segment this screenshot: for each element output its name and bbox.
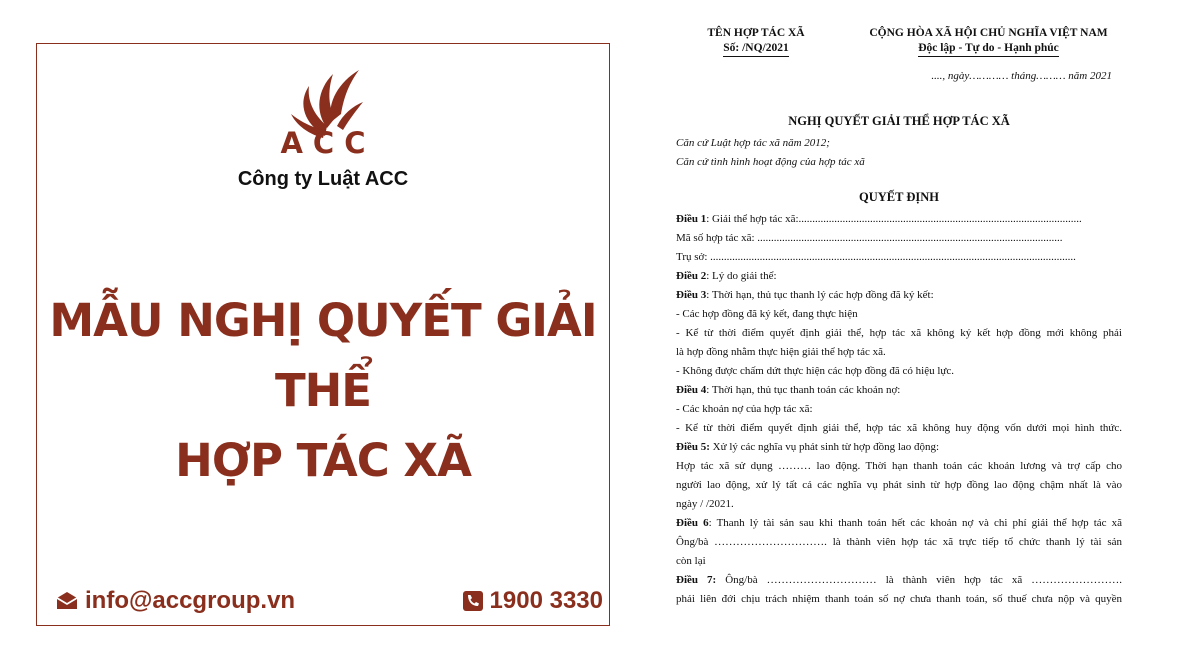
- document-body: [676, 210, 1122, 609]
- document-line: [676, 343, 1122, 362]
- date-line: ...., ngày………… tháng……… năm 2021: [931, 70, 1112, 82]
- document-line: [676, 210, 1122, 229]
- basis-line: Căn cứ Luật hợp tác xã năm 2012;: [676, 137, 830, 149]
- line-text: : Thời hạn, thủ tục thanh toán các khoản nợ:: [706, 384, 901, 396]
- document-line: [676, 324, 1122, 343]
- line-text: - Kể từ thời điểm quyết định giải thể, hợp tác xã không ký kết hợp đồng mới không phải: [676, 327, 1122, 339]
- basis-line: Căn cứ tình hình hoạt động của hợp tác xã: [676, 156, 865, 168]
- line-text: Ông/bà ………………………… là thành viên hợp tác xã …………………….: [716, 574, 1122, 586]
- line-text: - Các hợp đồng đã ký kết, đang thực hiện: [676, 308, 858, 320]
- document-line: [676, 362, 1122, 381]
- document-line: [676, 400, 1122, 419]
- line-text: - Không được chấm dứt thực hiện các hợp đồng đã có hiệu lực.: [676, 365, 955, 377]
- company-name: Công ty Luật ACC: [237, 168, 409, 190]
- email-text: info@accgroup.vn: [85, 587, 296, 614]
- document-line: [676, 438, 1122, 457]
- line-text: người lao động, xử lý tất cả các nghĩa vụ phát sinh từ hợp đồng lao động chậm nhất là vào: [676, 479, 1122, 491]
- line-text: là hợp đồng nhằm thực hiện giải thể hợp tác xã.: [676, 346, 886, 358]
- document-line: [676, 229, 1122, 248]
- line-text: : Giải thể hợp tác xã:.......................................................................................................: [706, 213, 1082, 225]
- header-right: [841, 26, 1136, 57]
- document-line: [676, 571, 1122, 590]
- legal-basis: [676, 134, 865, 172]
- document-line: [676, 267, 1122, 286]
- email-contact[interactable]: [55, 587, 295, 615]
- article-label: Điều 7:: [676, 574, 717, 586]
- document-title: NGHỊ QUYẾT GIẢI THỂ HỢP TÁC XÃ: [788, 114, 1010, 128]
- phone-text: 1900 3330: [489, 587, 603, 614]
- article-label: Điều 4: [676, 384, 707, 396]
- article-label: Điều 5:: [676, 441, 710, 453]
- line-text: : Thanh lý tài sản sau khi thanh toán hết các khoản nợ và chi phí giải thể hợp tác xã: [708, 517, 1122, 529]
- header-left: [676, 26, 836, 57]
- cover-title: [37, 286, 609, 496]
- document-line: [676, 552, 1122, 571]
- cooperative-name: TÊN HỢP TÁC XÃ: [707, 27, 805, 39]
- line-text: - Các khoản nợ của hợp tác xã:: [676, 403, 813, 415]
- line-text: : Thời hạn, thủ tục thanh lý các hợp đồng đã ký kết:: [706, 289, 934, 301]
- line-text: Xử lý các nghĩa vụ phát sinh từ hợp đồng lao động:: [709, 441, 940, 453]
- line-text: Ông/bà …………………………. là thành viên hợp tác xã trực tiếp tổ chức thanh lý tài sản: [676, 536, 1122, 548]
- document-line: [676, 286, 1122, 305]
- national-motto: Độc lập - Tự do - Hạnh phúc: [918, 41, 1059, 57]
- document-line: [676, 248, 1122, 267]
- envelope-icon: [55, 591, 79, 611]
- cover-title-line1: MẪU NGHỊ QUYẾT GIẢI THỂ: [49, 294, 597, 417]
- document-line: [676, 514, 1122, 533]
- document-line: [676, 457, 1122, 476]
- line-text: - Kể từ thời điểm quyết định giải thể, hợp tác xã không huy động vốn dưới mọi hình thức.: [676, 422, 1122, 434]
- line-text: : Lý do giải thể:: [706, 270, 777, 282]
- article-label: Điều 2: [676, 270, 707, 282]
- article-label: Điều 1: [676, 213, 707, 225]
- document-line: [676, 590, 1122, 609]
- document-number: Số: /NQ/2021: [723, 41, 789, 57]
- document-line: [676, 495, 1122, 514]
- phone-icon: [462, 590, 484, 612]
- document-line: [676, 533, 1122, 552]
- logo-text: ACC: [280, 126, 376, 160]
- document-line: [676, 305, 1122, 324]
- document-line: [676, 476, 1122, 495]
- line-text: phải liên đới chịu trách nhiệm thanh toán số nợ chưa thanh toán, số thuế chưa nộp và quyền: [676, 593, 1122, 605]
- document-line: [676, 419, 1122, 438]
- article-label: Điều 6: [676, 517, 709, 529]
- article-label: Điều 3: [676, 289, 707, 301]
- national-title: CỘNG HÒA XÃ HỘI CHỦ NGHĨA VIỆT NAM: [869, 27, 1108, 39]
- line-text: Mã số hợp tác xã: ...............................................................................................................: [676, 232, 1063, 244]
- cover-title-line2: HỢP TÁC XÃ: [175, 434, 471, 487]
- phone-contact[interactable]: [462, 587, 603, 615]
- document-line: [676, 381, 1122, 400]
- line-text: ngày / /2021.: [676, 498, 734, 510]
- line-text: còn lại: [676, 555, 706, 567]
- line-text: Trụ sở: .....................................................................................................................................: [676, 251, 1076, 263]
- line-text: Hợp tác xã sử dụng ……… lao động. Thời hạn thanh toán các khoản lương và trợ cấp cho: [676, 460, 1122, 472]
- cover-card: [36, 43, 610, 626]
- decision-heading: QUYẾT ĐỊNH: [859, 190, 939, 204]
